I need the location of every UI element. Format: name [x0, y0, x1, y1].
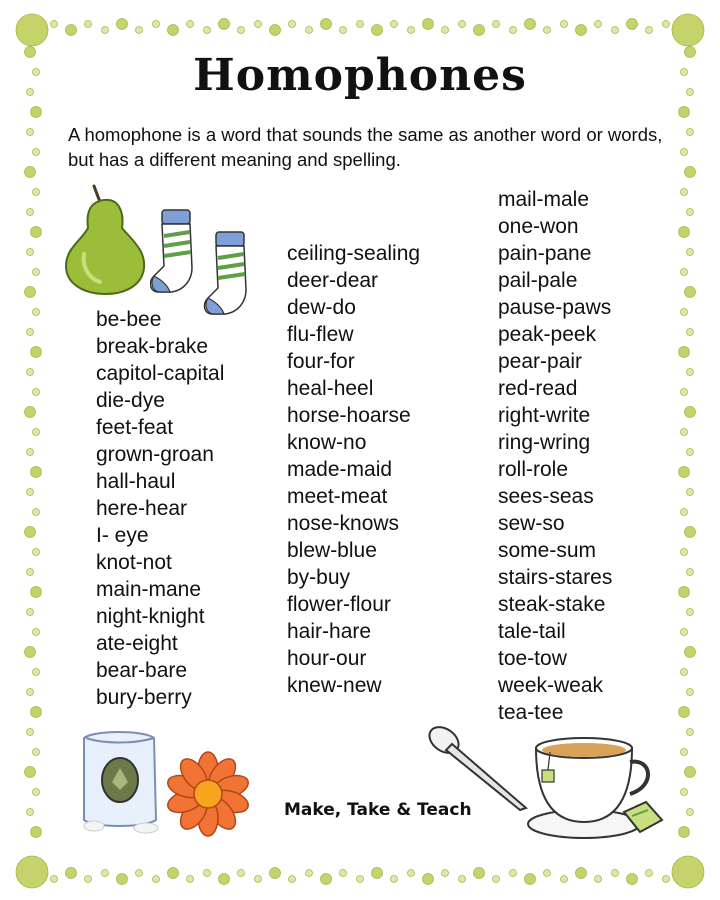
homophone-pair: steak-stake: [498, 593, 606, 616]
homophone-pair: bear-bare: [96, 659, 188, 682]
homophone-pair: blew-blue: [287, 539, 377, 562]
homophone-pair: pear-pair: [498, 350, 583, 373]
homophone-pair: break-brake: [96, 335, 209, 358]
homophone-pair: ceiling-sealing: [287, 242, 421, 265]
homophone-pair: heal-heel: [287, 377, 374, 400]
homophone-pair: know-no: [287, 431, 367, 454]
homophone-pair: deer-dear: [287, 269, 379, 292]
homophone-pair: I- eye: [96, 524, 149, 547]
homophone-pair: grown-groan: [96, 443, 214, 466]
homophone-pair: pain-pane: [498, 242, 592, 265]
credit-text: Make, Take & Teach: [284, 800, 472, 820]
homophone-pair: four-for: [287, 350, 355, 373]
homophone-pair: made-maid: [287, 458, 393, 481]
socks-icon: [150, 206, 268, 324]
homophone-pair: some-sum: [498, 539, 597, 562]
homophone-pair: peak-peek: [498, 323, 597, 346]
homophone-pair: by-buy: [287, 566, 351, 589]
flower-icon: [164, 750, 252, 838]
intro-text: A homophone is a word that sounds the same as another word or words, but has a different meaning and spelling.: [68, 124, 663, 170]
homophone-pair: sew-so: [498, 512, 565, 535]
homophone-pair: pail-pale: [498, 269, 578, 292]
homophone-pair: ring-wring: [498, 431, 591, 454]
homophone-pair: feet-feat: [96, 416, 174, 439]
homophone-pair: sees-seas: [498, 485, 594, 508]
homophone-pair: tea-tee: [498, 701, 564, 724]
homophone-pair: horse-hoarse: [287, 404, 411, 427]
homophone-pair: right-write: [498, 404, 591, 427]
homophone-pair: dew-do: [287, 296, 356, 319]
homophone-pair: capitol-capital: [96, 362, 225, 385]
homophone-pair: hair-hare: [287, 620, 372, 643]
homophone-pair: die-dye: [96, 389, 165, 412]
flour-bag-icon: [74, 724, 166, 836]
pear-icon: [60, 184, 152, 296]
homophone-pair: hall-haul: [96, 470, 176, 493]
teacup-icon: [526, 730, 676, 852]
homophone-pair: week-weak: [498, 674, 604, 697]
homophone-pair: be-bee: [96, 308, 162, 331]
homophone-pair: roll-role: [498, 458, 569, 481]
homophone-pair: mail-male: [498, 188, 590, 211]
homophone-pair: flower-flour: [287, 593, 391, 616]
homophone-pair: ate-eight: [96, 632, 178, 655]
homophone-pair: red-read: [498, 377, 578, 400]
homophone-pair: stairs-stares: [498, 566, 613, 589]
homophone-pair: night-knight: [96, 605, 205, 628]
homophone-pair: pause-paws: [498, 296, 612, 319]
homophone-pair: main-mane: [96, 578, 202, 601]
homophone-pair: nose-knows: [287, 512, 400, 535]
homophone-pair: bury-berry: [96, 686, 192, 709]
homophone-pair: here-hear: [96, 497, 188, 520]
homophone-pair: knot-not: [96, 551, 172, 574]
homophone-column-3: [498, 186, 612, 726]
homophone-pair: hour-our: [287, 647, 367, 670]
homophone-pair: meet-meat: [287, 485, 388, 508]
homophone-pair: flu-flew: [287, 323, 354, 346]
page-title: Homophones: [193, 50, 527, 101]
homophone-pair: toe-tow: [498, 647, 567, 670]
homophone-pair: knew-new: [287, 674, 382, 697]
homophone-column-1: [96, 306, 224, 711]
homophone-column-2: [287, 240, 420, 699]
homophone-pair: one-won: [498, 215, 579, 238]
homophone-pair: tale-tail: [498, 620, 566, 643]
